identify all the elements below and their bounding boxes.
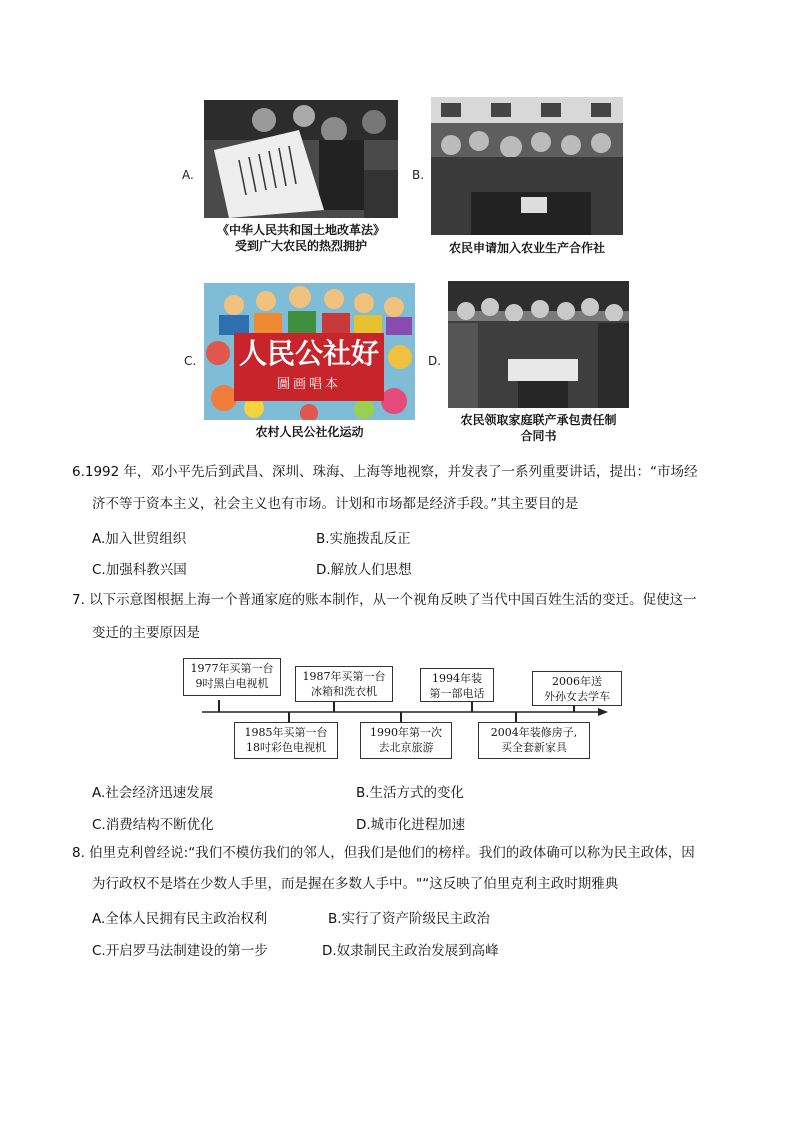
timeline-event-1990-line2: 去北京旅游 xyxy=(378,741,434,754)
q6-option-c[interactable]: C.加强科教兴国 xyxy=(92,562,187,578)
timeline-event-1977-line1: 1977年买第一台 xyxy=(190,662,274,675)
timeline-event-2006 xyxy=(532,671,622,706)
q7-option-b[interactable]: B.生活方式的变化 xyxy=(356,785,465,801)
timeline-event-1987 xyxy=(295,666,393,702)
option-d-label: D. xyxy=(428,354,442,368)
q8-line2: 为行政权不是塔在少数人手里，而是握在多数人手中。"“这反映了伯里克利主政时期雅典 xyxy=(92,876,619,892)
timeline-event-1994-line1: 1994年装 xyxy=(432,672,482,685)
option-b-caption-line1: 农民申请加入农业生产合作社 xyxy=(448,241,605,255)
timeline-event-1990 xyxy=(360,722,452,759)
q6-option-a[interactable]: A.加入世贸组织 xyxy=(92,531,187,547)
timeline-event-1977-line2: 9吋黑白电视机 xyxy=(195,677,269,690)
option-d-caption-line2: 合同书 xyxy=(520,429,557,443)
household-contract-photo-drawing xyxy=(448,281,629,408)
option-b-label: B. xyxy=(412,168,425,182)
option-d-caption-line1: 农民领取家庭联产承包责任制 xyxy=(460,413,617,427)
q8-option-b[interactable]: B.实行了资产阶级民主政治 xyxy=(328,911,491,927)
q7-option-c[interactable]: C.消费结构不断优化 xyxy=(92,817,214,833)
q8-option-c[interactable]: C.开启罗马法制建设的第一步 xyxy=(92,943,268,959)
land-reform-photo-drawing xyxy=(204,100,398,218)
option-a-caption-line2: 受到广大农民的热烈拥护 xyxy=(234,239,367,253)
q7-option-d[interactable]: D.城市化进程加速 xyxy=(356,817,466,833)
q7-line1: 7. 以下示意图根据上海一个普通家庭的账本制作，从一个视角反映了当代中国百姓生活的变迁。促使这一 xyxy=(72,592,697,608)
q6-line1: 6.1992 年，邓小平先后到武昌、深圳、珠海、上海等地视察，并发表了一系列重要讲话，提出：“市场经 xyxy=(72,464,698,480)
q7-line2: 变迁的主要原因是 xyxy=(92,625,200,641)
household-contract-photo xyxy=(448,281,629,408)
timeline-event-1994-line2: 第一部电话 xyxy=(429,687,485,700)
option-b-caption xyxy=(431,240,623,256)
q8-option-a[interactable]: A.全体人民拥有民主政治权利 xyxy=(92,911,268,927)
q6-option-b[interactable]: B.实施拨乱反正 xyxy=(316,531,411,547)
cooperative-photo-drawing xyxy=(431,97,623,235)
timeline-event-2004-line2: 买全套新家具 xyxy=(501,741,567,754)
q7-option-a[interactable]: A.社会经济迅速发展 xyxy=(92,785,214,801)
timeline-event-2006-line1: 2006年送 xyxy=(552,675,602,688)
option-a-caption xyxy=(204,222,398,254)
timeline-event-1994 xyxy=(420,668,494,702)
timeline-event-1985-line1: 1985年买第一台 xyxy=(244,726,328,739)
poster-subtitle: 圖画唱本 xyxy=(276,377,341,392)
q8-line1: 8. 伯里克利曾经说:“我们不模仿我们的邻人，但我们是他们的榜样。我们的政体确可以称为民主政体，因 xyxy=(72,845,695,861)
land-reform-photo xyxy=(204,100,398,218)
option-a-caption-line1: 《中华人民共和国土地改革法》 xyxy=(216,223,385,237)
timeline-event-1985 xyxy=(234,722,338,759)
option-d-caption xyxy=(448,412,629,444)
option-a-label: A. xyxy=(182,168,194,182)
q6-option-d[interactable]: D.解放人们思想 xyxy=(316,562,412,578)
timeline-diagram xyxy=(182,656,622,761)
timeline-event-2004-line1: 2004年装修房子, xyxy=(490,726,578,739)
q6-line2: 济不等于资本主义，社会主义也有市场。计划和市场都是经济手段。”其主要目的是 xyxy=(92,496,579,512)
timeline-event-1990-line1: 1990年第一次 xyxy=(370,726,442,739)
poster-title: 人民公社好 xyxy=(238,337,379,370)
option-c-caption xyxy=(204,424,415,440)
option-c-label: C. xyxy=(184,354,197,368)
timeline-event-2004 xyxy=(478,722,590,759)
option-c-caption-line1: 农村人民公社化运动 xyxy=(255,425,364,439)
timeline-event-1977 xyxy=(183,658,281,696)
timeline-event-1987-line1: 1987年买第一台 xyxy=(302,670,386,683)
cooperative-photo xyxy=(431,97,623,235)
q8-option-d[interactable]: D.奴隶制民主政治发展到高峰 xyxy=(322,943,499,959)
timeline-event-1985-line2: 18吋彩色电视机 xyxy=(246,741,326,754)
people-commune-poster xyxy=(204,283,415,420)
timeline-event-1987-line2: 冰箱和洗衣机 xyxy=(311,685,377,698)
timeline-event-2006-line2: 外孙女去学车 xyxy=(544,690,610,703)
